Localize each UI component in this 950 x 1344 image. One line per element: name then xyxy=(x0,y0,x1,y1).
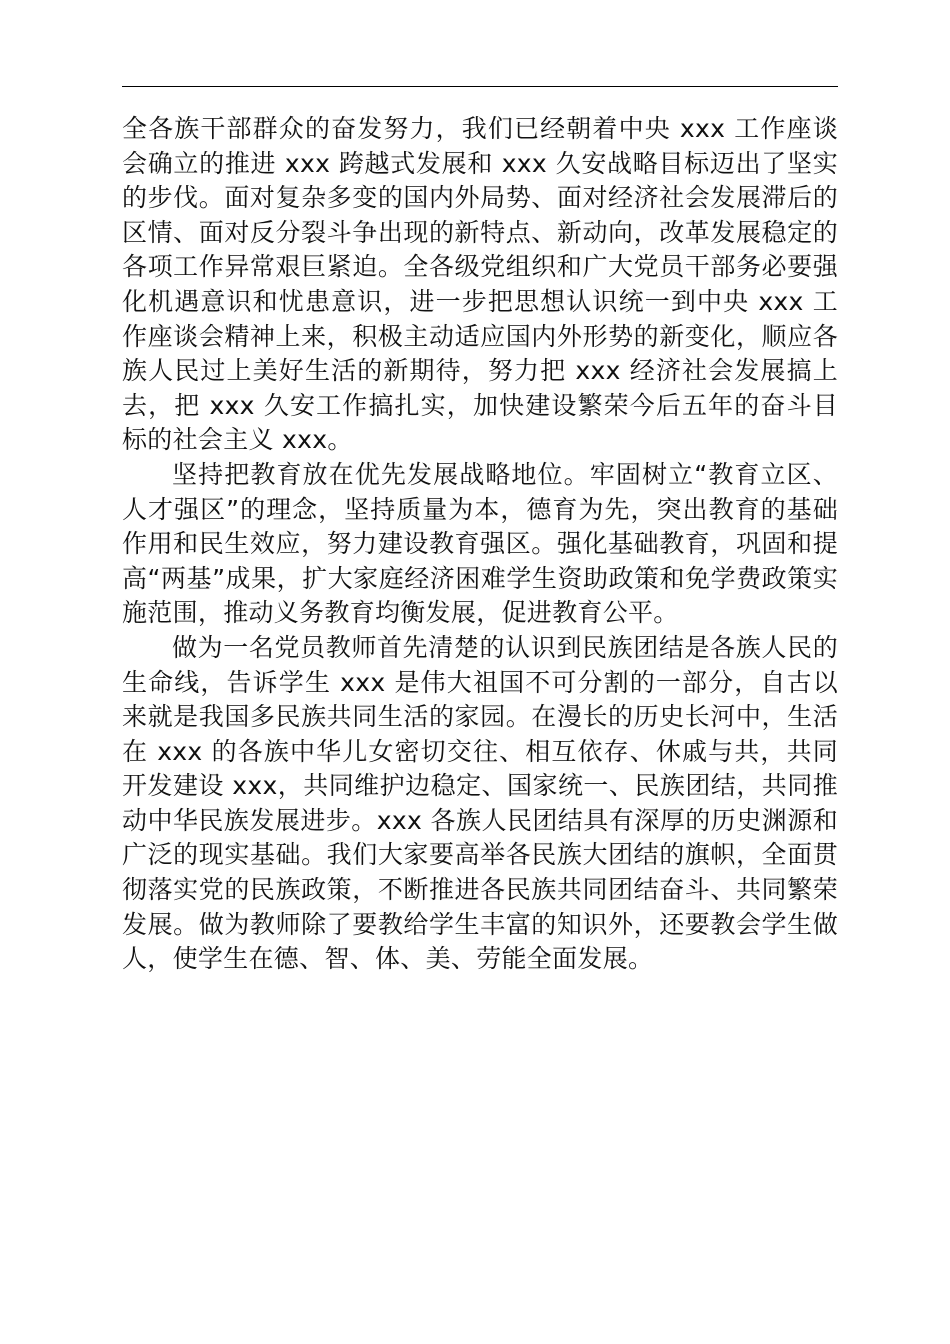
header-rule xyxy=(122,86,838,87)
document-body xyxy=(122,112,838,977)
paragraph-3: 做为一名党员教师首先清楚的认识到民族团结是各族人民的生命线，告诉学生 xxx 是伟大祖国不可分割的一部分，自古以来就是我国多民族共同生活的家园。在漫长的历史长河中，生活在 xxx 的各族中华儿女密切交往、相互依存、休戚与共，共同开发建设 xxx，共同维护边稳定、国家统一、民族团结，共同推动中华民族发展进步。xxx 各族人民团结具有深厚的历史渊源和广泛的现实基础。我们大家要高举各民族大团结的旗帜，全面贯彻落实党的民族政策，不断推进各民族共同团结奋斗、共同繁荣发展。做为教师除了要教给学生丰富的知识外，还要教会学生做人，使学生在德、智、体、美、劳能全面发展。 xyxy=(122,632,838,974)
paragraph-1: 全各族干部群众的奋发努力，我们已经朝着中央 xxx 工作座谈会确立的推进 xxx 跨越式发展和 xxx 久安战略目标迈出了坚实的步伐。面对复杂多变的国内外局势、面对经济社会发展滞后的区情、面对反分裂斗争出现的新特点、新动向，改革发展稳定的各项工作异常艰巨紧迫。全各级党组织和广大党员干部务必要强化机遇意识和忧患意识，进一步把思想认识统一到中央 xxx 工作座谈会精神上来，积极主动适应国内外形势的新变化，顺应各族人民过上美好生活的新期待，努力把 xxx 经济社会发展搞上去，把 xxx 久安工作搞扎实，加快建设繁荣今后五年的奋斗目标的社会主义 xxx。 xyxy=(122,114,838,455)
paragraph-2: 坚持把教育放在优先发展战略地位。牢固树立“教育立区、人才强区”的理念，坚持质量为本，德育为先，突出教育的基础作用和民生效应，努力建设教育强区。强化基础教育，巩固和提高“两基”成果，扩大家庭经济困难学生资助政策和免学费政策实施范围，推动义务教育均衡发展，促进教育公平。 xyxy=(122,459,838,628)
